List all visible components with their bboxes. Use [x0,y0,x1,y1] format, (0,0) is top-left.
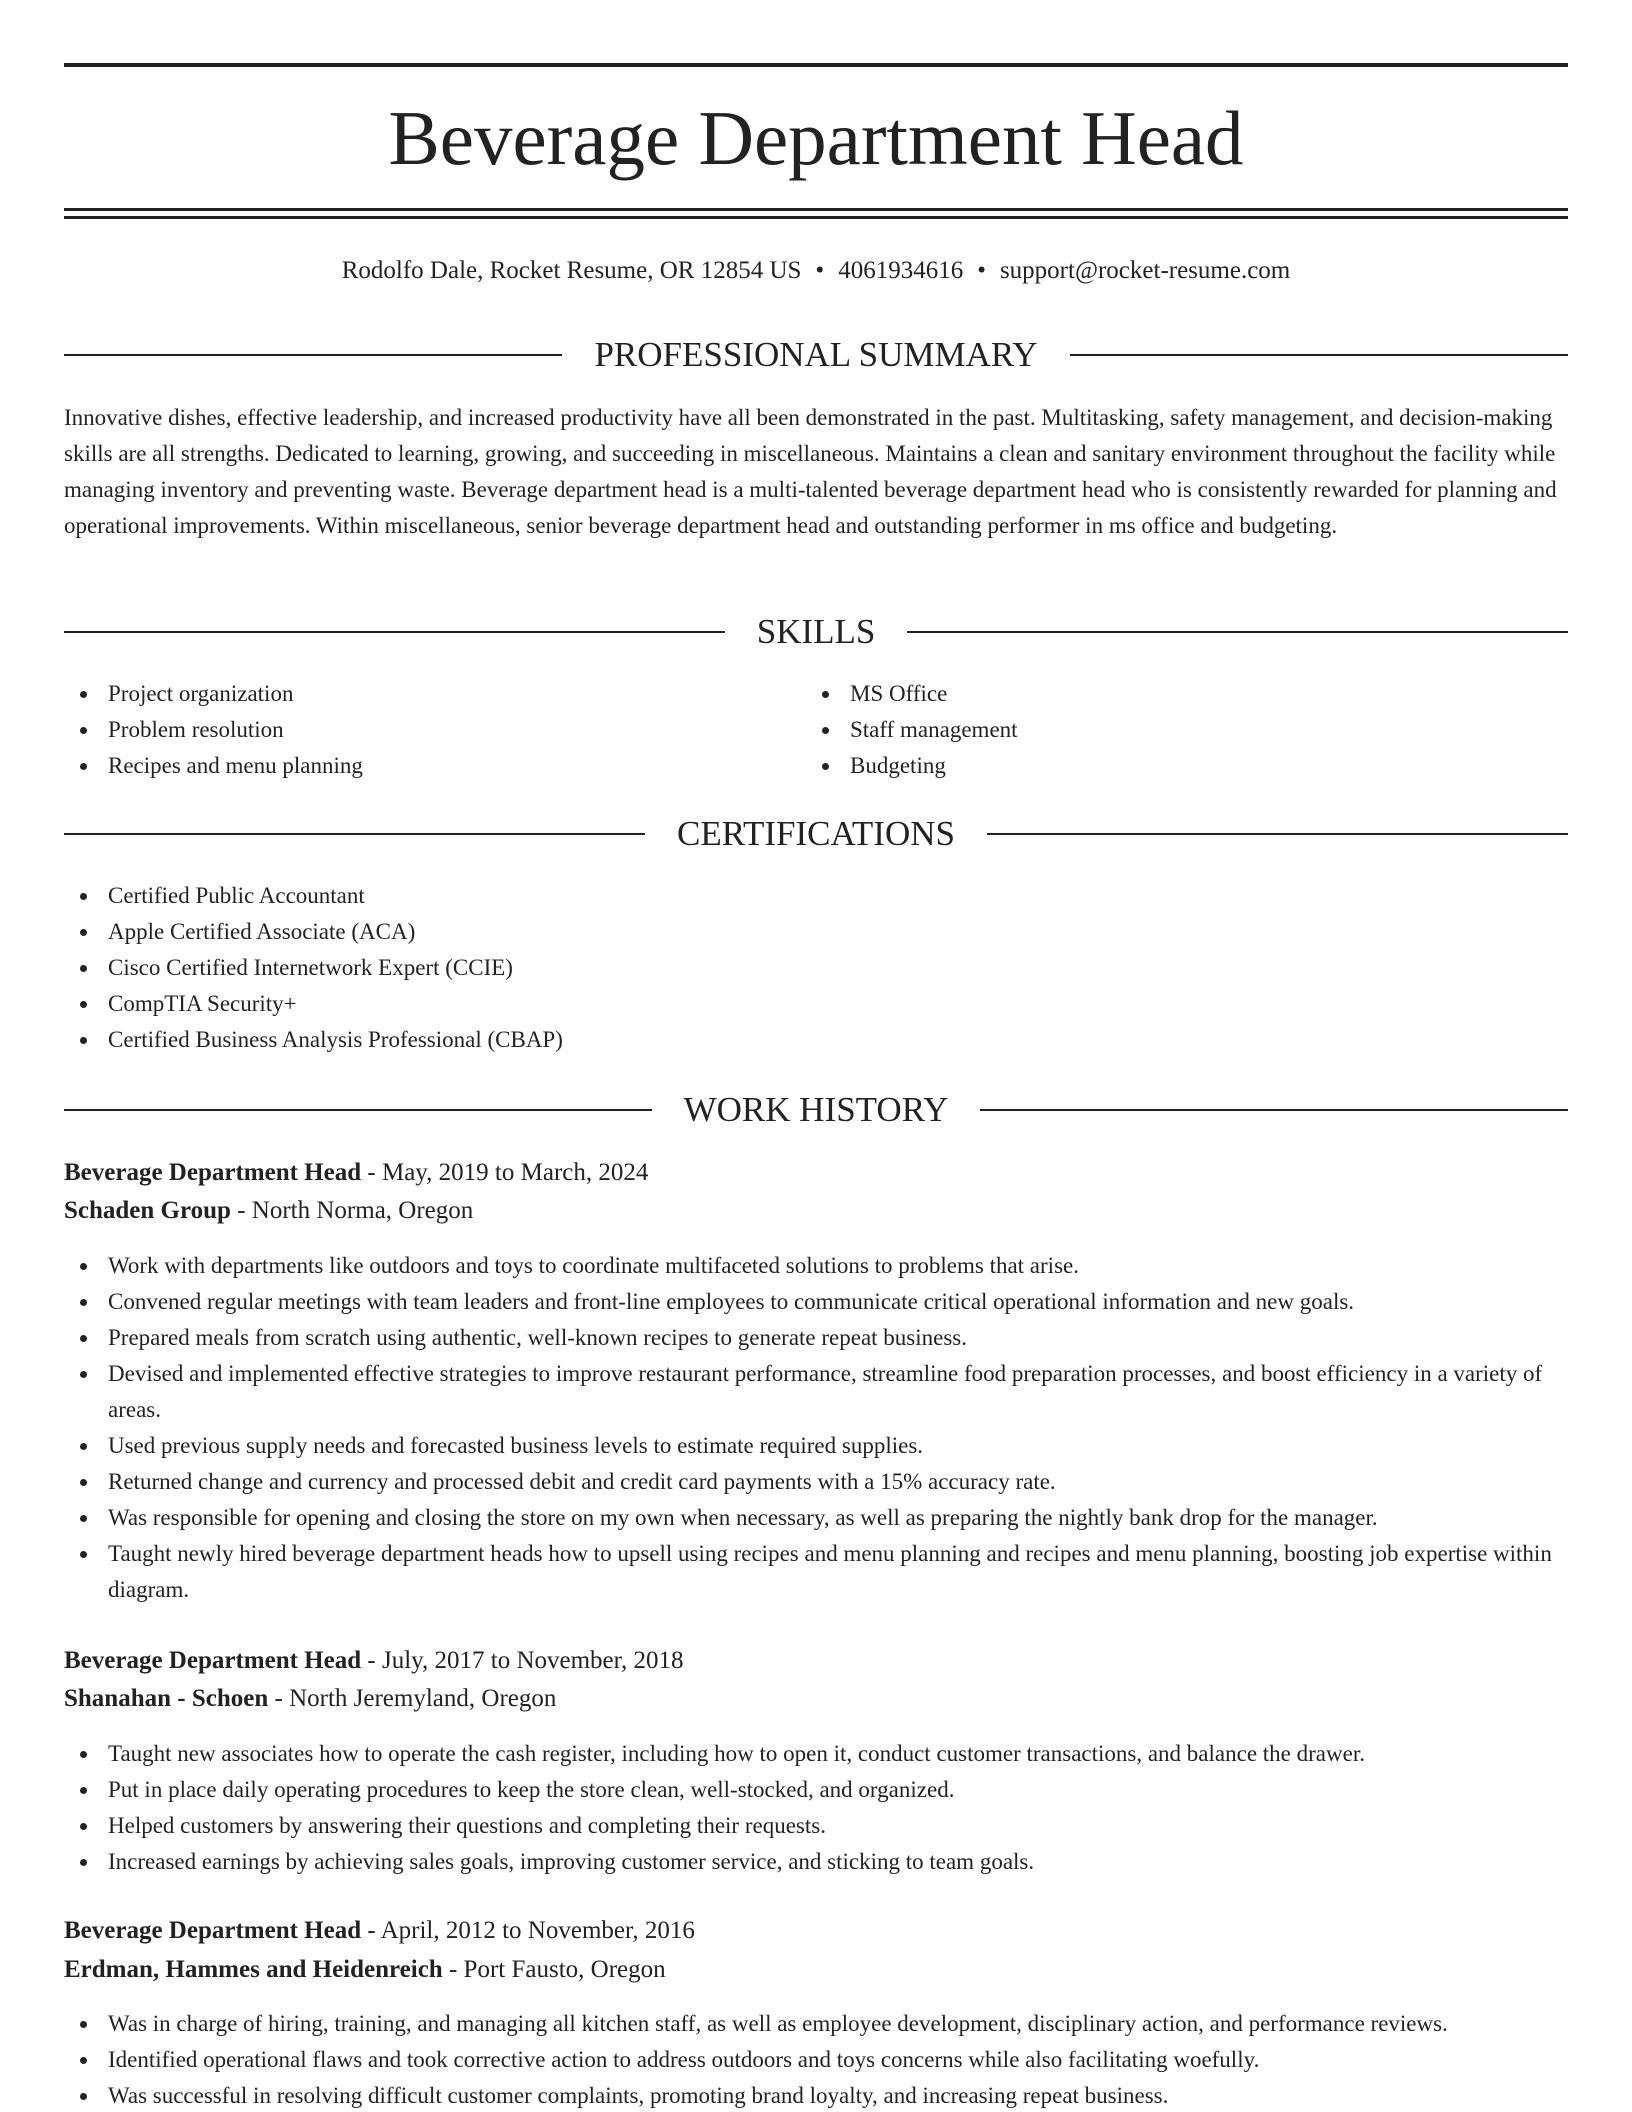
contact-address: Rodolfo Dale, Rocket Resume, OR 12854 US [341,257,802,284]
summary-text: Innovative dishes, effective leadership, and increased productivity have all been demonstrated in the past. Multitasking, safety management, and decision-making skills are all strengths. Dedicated to learning, growing, and succeeding in miscellaneous. Maintains a clean and sanitary environment throughout the facility while managing inventory and preventing waste. Beverage department head is a multi-talented beverage department head who is consistently rewarded for planning and operational improvements. Within miscellaneous, senior beverage department head and outstanding performer in ms office and budgeting. [64,405,1557,538]
skills-list-left [64,676,764,784]
job-title-line [64,1154,1568,1192]
skill-item: MS Office [806,676,1506,712]
job-company-line [64,1951,1568,1989]
skill-item: Staff management [806,712,1506,748]
heading-rule-right [980,1109,1568,1111]
heading-rule-left [64,833,645,835]
job-dates: - July, 2017 to November, 2018 [361,1647,684,1674]
contact-separator: • [977,257,986,284]
resume-title: Beverage Department Head [388,95,1244,181]
section-title: PROFESSIONAL SUMMARY [594,335,1038,374]
section-title: SKILLS [756,612,876,651]
contact-phone: 4061934616 [838,257,964,284]
skills-list-right [806,676,1506,784]
title-underline-1 [64,208,1568,211]
job-title-line [64,1642,1568,1680]
job-duties-list [64,1736,1568,1880]
job-dates: - April, 2012 to November, 2016 [361,1917,695,1944]
job-title: Beverage Department Head [64,1159,362,1186]
certification-item: Apple Certified Associate (ACA) [64,914,1564,950]
section-heading-skills [64,610,1568,654]
certification-item: Cisco Certified Internetwork Expert (CCIE) [64,950,1564,986]
section-title: WORK HISTORY [683,1090,949,1129]
job-duty-item: Was responsible for opening and closing the store on my own when necessary, as well as preparing the nightly bank drop for the manager. [64,1500,1568,1536]
job-location: - Port Fausto, Oregon [442,1956,666,1983]
job-duty-item: Work with departments like outdoors and toys to coordinate multifaceted solutions to problems that arise. [64,1248,1568,1284]
job-location: - North Jeremyland, Oregon [268,1685,557,1712]
job-duty-item: Prepared meals from scratch using authentic, well-known recipes to generate repeat business. [64,1320,1568,1356]
job-duty-item: Was in charge of hiring, training, and managing all kitchen staff, as well as employee development, disciplinary action, and performance reviews. [64,2006,1568,2042]
job-duty-item: Helped customers by answering their questions and completing their requests. [64,1808,1568,1844]
certification-item: Certified Public Accountant [64,878,1564,914]
heading-rule-right [987,833,1568,835]
job-company-line [64,1680,1568,1718]
job-duty-item: Used previous supply needs and forecasted business levels to estimate required supplies. [64,1428,1568,1464]
job-duty-item: Was successful in resolving difficult customer complaints, promoting brand loyalty, and increasing repeat business. [64,2078,1568,2112]
certification-item: Certified Business Analysis Professional (CBAP) [64,1022,1564,1058]
skill-item: Recipes and menu planning [64,748,764,784]
top-rule [64,63,1568,67]
heading-rule-right [907,631,1568,633]
job-duty-item: Convened regular meetings with team leaders and front-line employees to communicate critical operational information and new goals. [64,1284,1568,1320]
job-title: Beverage Department Head [64,1917,362,1944]
job-title-line [64,1912,1568,1950]
job-duty-item: Put in place daily operating procedures to keep the store clean, well-stocked, and organized. [64,1772,1568,1808]
section-title: CERTIFICATIONS [677,814,955,853]
skill-item: Problem resolution [64,712,764,748]
job-duty-item: Taught new associates how to operate the cash register, including how to open it, conduct customer transactions, and balance the drawer. [64,1736,1568,1772]
job-location: - North Norma, Oregon [230,1197,474,1224]
section-heading-certifications [64,812,1568,856]
job-duties-list [64,2006,1568,2112]
job-duty-item: Devised and implemented effective strategies to improve restaurant performance, streamline food preparation processes, and boost efficiency in a variety of areas. [64,1356,1568,1428]
job-dates: - May, 2019 to March, 2024 [361,1159,649,1186]
section-heading-work-history [64,1088,1568,1132]
job-duty-item: Returned change and currency and processed debit and credit card payments with a 15% accuracy rate. [64,1464,1568,1500]
contact-separator: • [815,257,825,284]
certifications-list [64,878,1564,1058]
job-company-line [64,1192,1568,1230]
certification-item: CompTIA Security+ [64,986,1564,1022]
job-title: Beverage Department Head [64,1647,362,1674]
section-heading-summary [64,333,1568,377]
skill-item: Budgeting [806,748,1506,784]
heading-rule-right [1070,354,1568,356]
job-company: Shanahan - Schoen [64,1685,269,1712]
job-company: Schaden Group [64,1197,231,1224]
job-duties-list [64,1248,1568,1608]
heading-rule-left [64,1109,652,1111]
heading-rule-left [64,631,725,633]
job-duty-item: Increased earnings by achieving sales goals, improving customer service, and sticking to team goals. [64,1844,1568,1880]
contact-line [64,254,1568,288]
heading-rule-left [64,354,562,356]
title-underline-2 [64,216,1568,219]
job-company: Erdman, Hammes and Heidenreich [64,1956,443,1983]
job-duty-item: Identified operational flaws and took corrective action to address outdoors and toys concerns while also facilitating woefully. [64,2042,1568,2078]
job-duty-item: Taught newly hired beverage department heads how to upsell using recipes and menu planning and recipes and menu planning, boosting job expertise within diagram. [64,1536,1568,1608]
skill-item: Project organization [64,676,764,712]
contact-email: support@rocket-resume.com [999,257,1291,284]
